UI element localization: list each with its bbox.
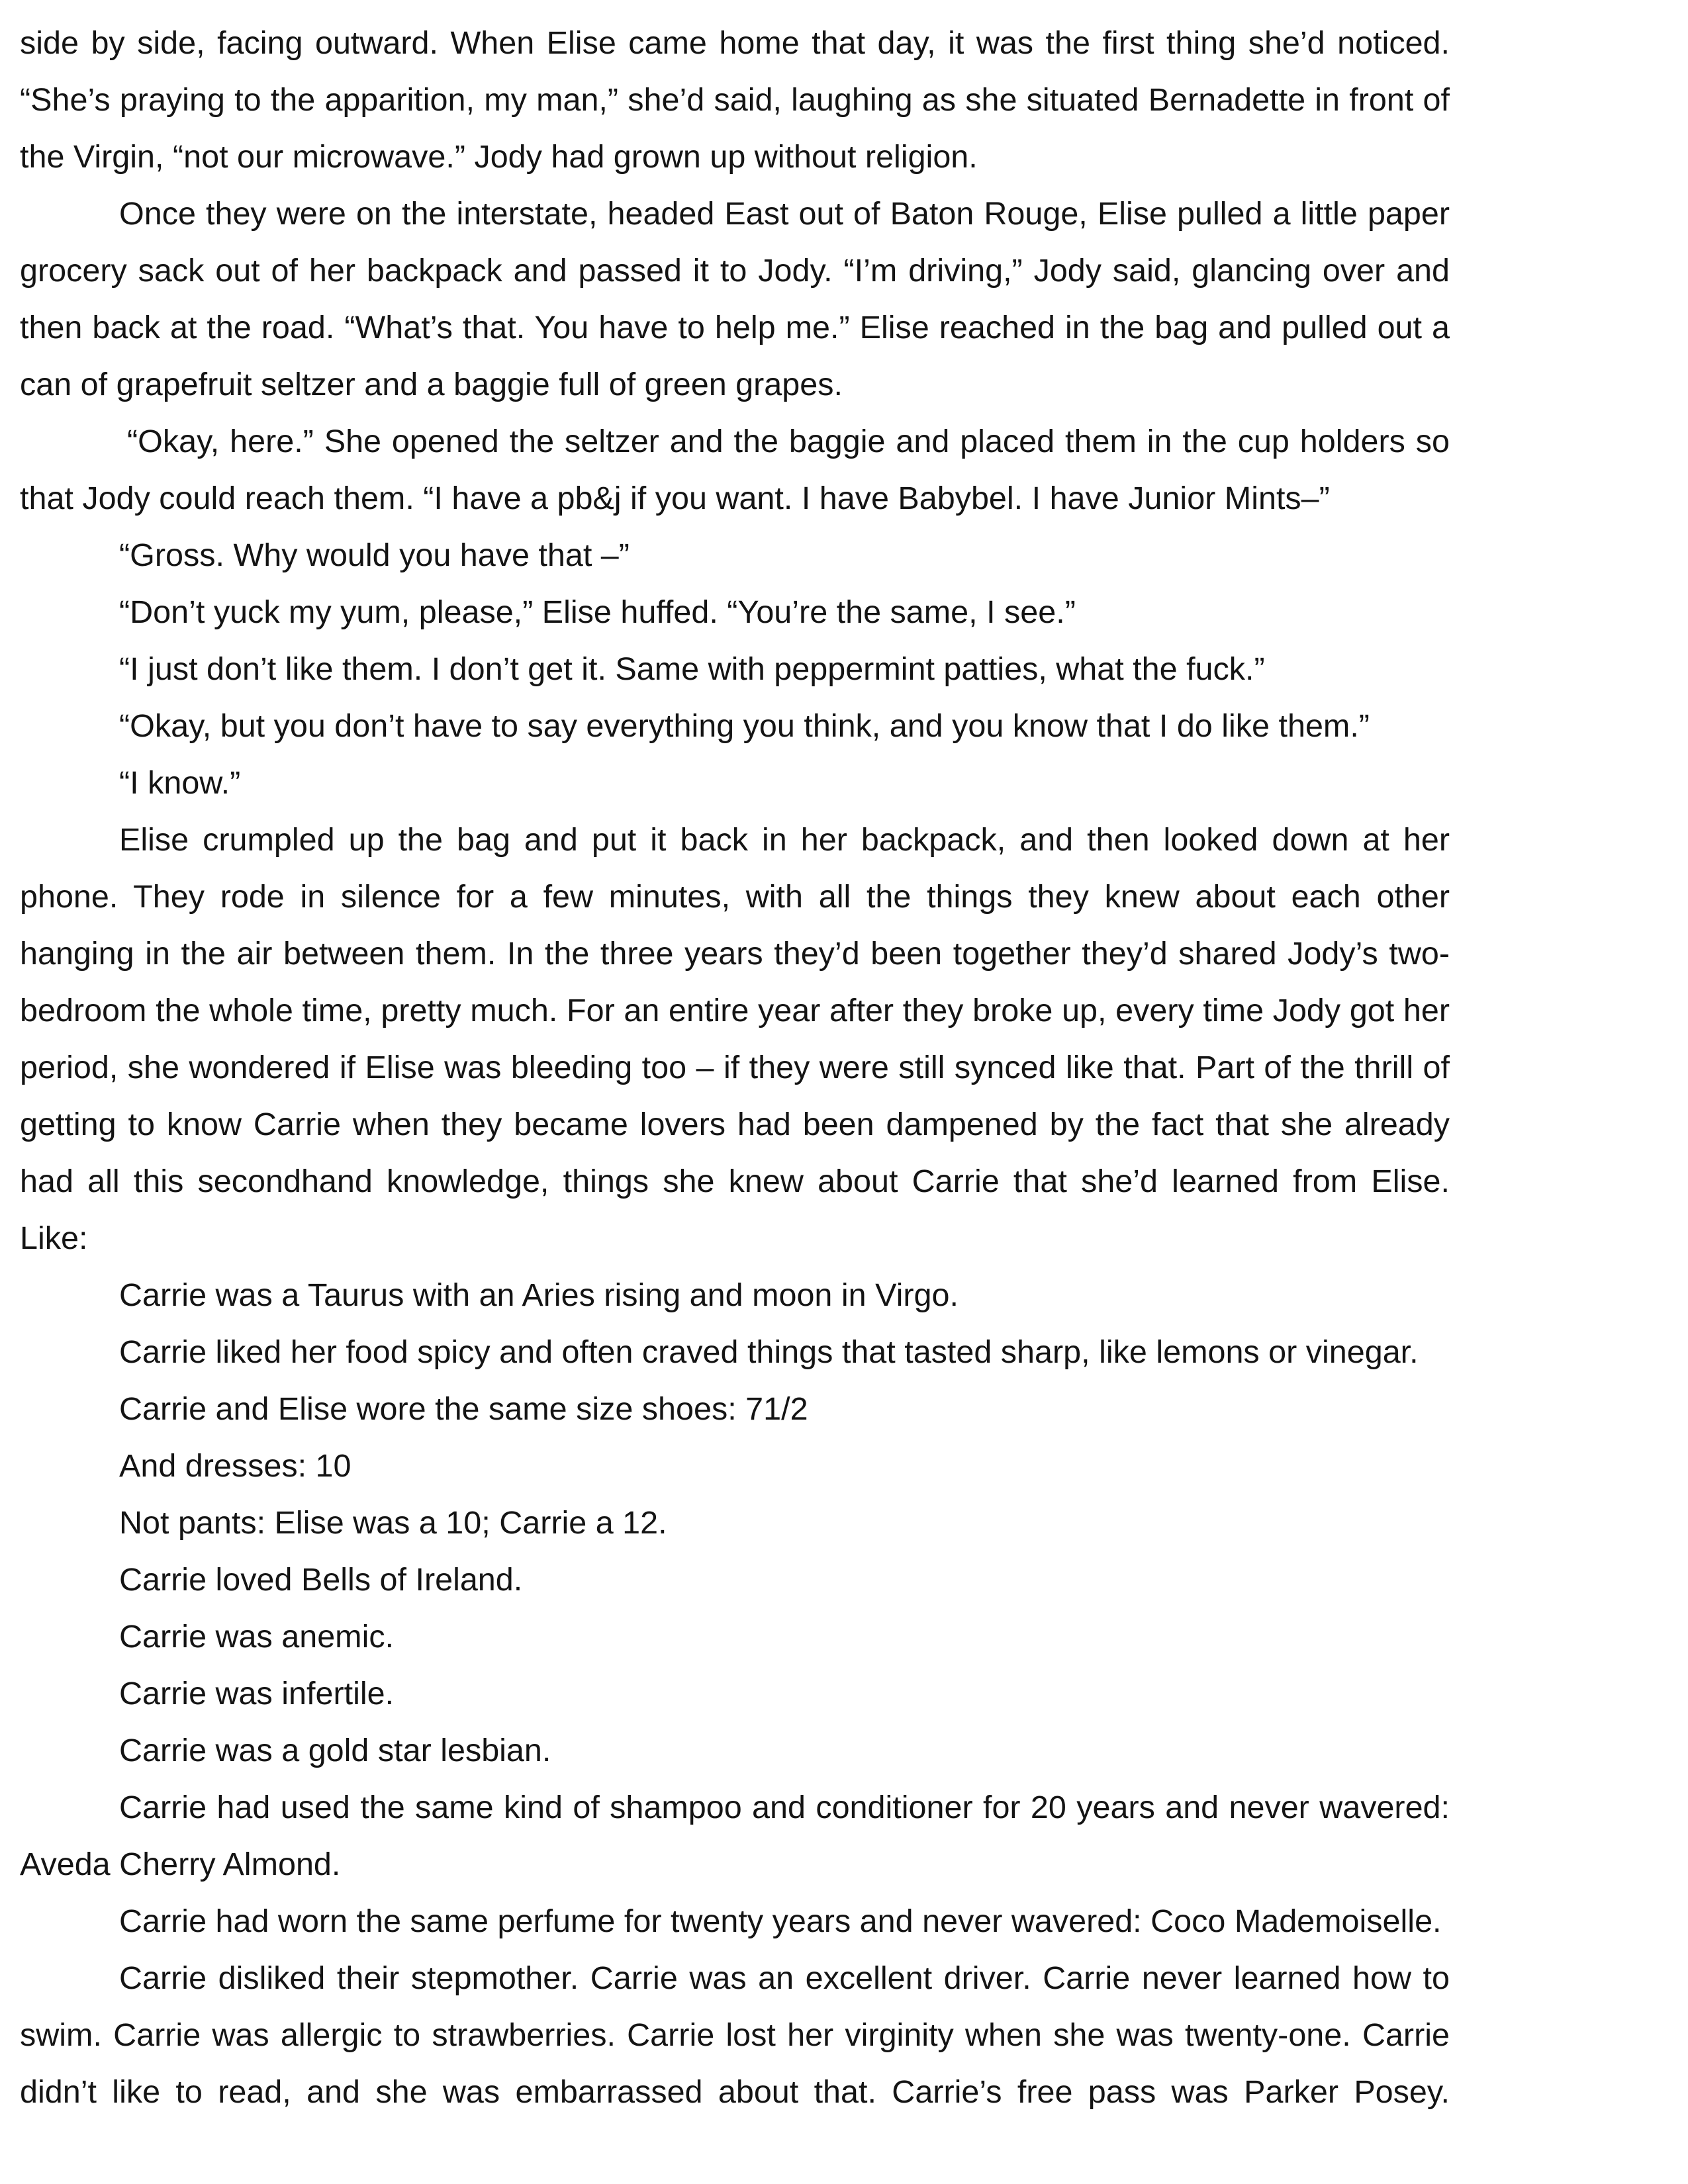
list-item-pants: Not pants: Elise was a 10; Carrie a 12. <box>119 1505 667 1541</box>
list-item-spicy-food: Carrie liked her food spicy and often craved things that tasted sharp, like lemons or vinegar. <box>119 1334 1419 1370</box>
document-page <box>20 15 1450 2120</box>
paragraph-opening: side by side, facing outward. When Elise came home that day, it was the first thing she’d noticed. “She’s praying to the apparition, my man,” she’d said, laughing as she situated Bernadette in front of the Virgin, “not our microwave.” Jody had grown up without religion. <box>20 25 1450 175</box>
dialogue-dont-like: “I just don’t like them. I don’t get it. Same with peppermint patties, what the fuck.” <box>119 651 1265 687</box>
dialogue-okay-but: “Okay, but you don’t have to say everything you think, and you know that I do like them.” <box>119 708 1370 744</box>
list-item-dresses: And dresses: 10 <box>119 1448 352 1484</box>
list-item-shoe-size: Carrie and Elise wore the same size shoes: 71/2 <box>119 1391 808 1427</box>
paragraph-elise-crumpled: Elise crumpled up the bag and put it back in her backpack, and then looked down at her phone. They rode in silence for a few minutes, with all the things they knew about each other hanging in the air between them. In the three years they’d been together they’d shared Jody’s two-bedroom the whole time, pretty much. For an entire year after they broke up, every time Jody got her period, she wondered if Elise was bleeding too – if they were still synced like that. Part of the thrill of getting to know Carrie when they became lovers had been dampened by the fact that she already had all this secondhand knowledge, things she knew about Carrie that she’d learned from Elise. Like: <box>20 822 1450 1256</box>
list-item-taurus: Carrie was a Taurus with an Aries rising and moon in Virgo. <box>119 1277 959 1313</box>
paragraph-okay-here: “Okay, here.” She opened the seltzer and the baggie and placed them in the cup holders so that Jody could reach them. “I have a pb&j if you want. I have Babybel. I have Junior Mints–” <box>20 424 1450 516</box>
paragraph-stepmother: Carrie disliked their stepmother. Carrie was an excellent driver. Carrie never learned how to swim. Carrie was allergic to strawberries. Carrie lost her virginity when she was twenty-one. Carrie didn’t like to read, and she was embarrassed about that. Carrie’s free pass was Parker Posey. <box>20 1960 1450 2110</box>
dialogue-i-know: “I know.” <box>119 765 241 801</box>
list-item-perfume: Carrie had worn the same perfume for twenty years and never wavered: Coco Mademoiselle. <box>119 1903 1442 1939</box>
list-item-anemic: Carrie was anemic. <box>119 1619 395 1655</box>
paragraph-interstate: Once they were on the interstate, headed East out of Baton Rouge, Elise pulled a little paper grocery sack out of her backpack and passed it to Jody. “I’m driving,” Jody said, glancing over and then back at the road. “What’s that. You have to help me.” Elise reached in the bag and pulled out a can of grapefruit seltzer and a baggie full of green grapes. <box>20 196 1450 402</box>
list-item-gold-star: Carrie was a gold star lesbian. <box>119 1733 551 1768</box>
dialogue-gross: “Gross. Why would you have that –” <box>119 537 630 573</box>
dialogue-dont-yuck: “Don’t yuck my yum, please,” Elise huffed. “You’re the same, I see.” <box>119 594 1076 630</box>
list-item-shampoo: Carrie had used the same kind of shampoo and conditioner for 20 years and never wavered: Aveda Cherry Almond. <box>20 1790 1450 1882</box>
list-item-bells-of-ireland: Carrie loved Bells of Ireland. <box>119 1562 523 1598</box>
list-item-infertile: Carrie was infertile. <box>119 1676 395 1711</box>
